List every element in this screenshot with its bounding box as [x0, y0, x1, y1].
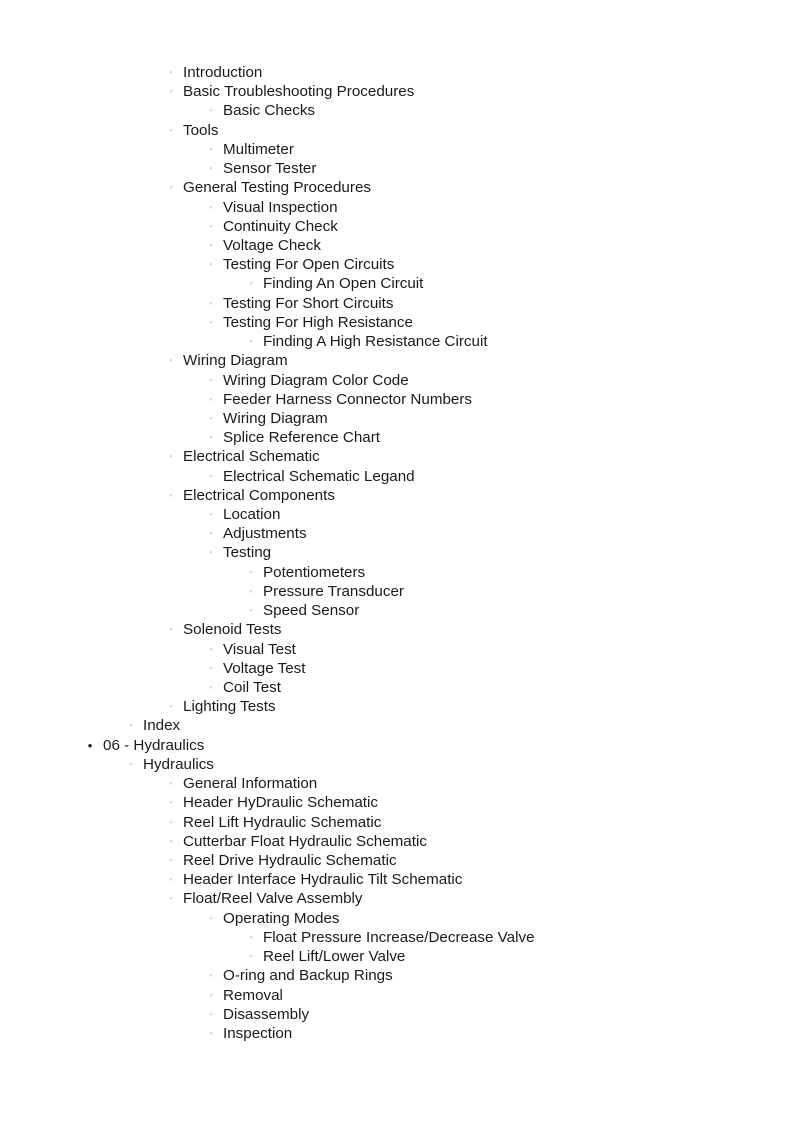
toc-item[interactable] — [0, 351, 794, 370]
toc-item[interactable] — [0, 313, 794, 332]
toc-item[interactable] — [0, 486, 794, 505]
toc-item-label: Index — [143, 717, 181, 735]
bullet-circle-icon: ◦ — [209, 143, 213, 154]
bullet-circle-icon: ◦ — [129, 720, 133, 731]
bullet-circle-icon: ◦ — [209, 239, 213, 250]
bullet-circle-icon: ◦ — [169, 701, 173, 712]
toc-item[interactable] — [0, 947, 794, 966]
bullet-circle-icon: ◦ — [209, 105, 213, 116]
toc-item-label: Reel Drive Hydraulic Schematic — [183, 851, 397, 869]
toc-item-label: Solenoid Tests — [183, 621, 282, 639]
toc-item-label: Splice Reference Chart — [223, 429, 381, 447]
bullet-circle-icon: ◦ — [209, 316, 213, 327]
toc-item-label: Inspection — [223, 1024, 293, 1042]
toc-item[interactable] — [0, 966, 794, 985]
toc-item[interactable] — [0, 428, 794, 447]
toc-item[interactable] — [0, 563, 794, 582]
toc-item[interactable] — [0, 1005, 794, 1024]
bullet-circle-icon: ◦ — [209, 470, 213, 481]
toc-item[interactable] — [0, 582, 794, 601]
toc-item[interactable] — [0, 274, 794, 293]
bullet-circle-icon: ◦ — [169, 67, 173, 77]
toc-item-label: Testing — [223, 544, 272, 562]
toc-item-label: Speed Sensor — [263, 602, 360, 620]
toc-item[interactable] — [0, 236, 794, 255]
toc-item[interactable] — [0, 82, 794, 101]
toc-item[interactable] — [0, 409, 794, 428]
toc-item[interactable] — [0, 505, 794, 524]
toc-item-label: Multimeter — [223, 140, 294, 158]
bullet-circle-icon: ◦ — [169, 489, 173, 500]
toc-item[interactable] — [0, 255, 794, 274]
toc-item-label: Reel Lift Hydraulic Schematic — [183, 813, 382, 831]
bullet-circle-icon: ◦ — [169, 624, 173, 635]
toc-item[interactable] — [0, 447, 794, 466]
bullet-circle-icon: ◦ — [209, 547, 213, 558]
toc-item-label: Pressure Transducer — [263, 582, 404, 600]
toc-item[interactable] — [0, 889, 794, 908]
bullet-circle-icon: ◦ — [249, 566, 253, 577]
toc-item[interactable] — [0, 870, 794, 889]
toc-item[interactable] — [0, 909, 794, 928]
bullet-circle-icon: ◦ — [249, 585, 253, 596]
bullet-circle-icon: ◦ — [129, 758, 133, 769]
bullet-circle-icon: ◦ — [209, 393, 213, 404]
bullet-circle-icon: ◦ — [209, 297, 213, 308]
toc-item[interactable] — [0, 101, 794, 120]
toc-item[interactable] — [0, 467, 794, 486]
toc-item[interactable] — [0, 640, 794, 659]
bullet-circle-icon: ◦ — [209, 643, 213, 654]
toc-item[interactable] — [0, 851, 794, 870]
toc-item-label: Removal — [223, 986, 283, 1004]
toc-item-label: Basic Troubleshooting Procedures — [183, 83, 415, 101]
toc-item[interactable] — [0, 793, 794, 812]
toc-item[interactable] — [0, 371, 794, 390]
toc-item-label: Cutterbar Float Hydraulic Schematic — [183, 832, 427, 850]
toc-item-label: Testing For Open Circuits — [223, 256, 395, 274]
toc-item[interactable] — [0, 620, 794, 639]
bullet-circle-icon: ◦ — [209, 412, 213, 423]
toc-item[interactable] — [0, 678, 794, 697]
toc-item[interactable] — [0, 121, 794, 140]
toc-item[interactable] — [0, 755, 794, 774]
toc-item-label: Voltage Check — [223, 236, 321, 254]
bullet-circle-icon: ◦ — [209, 374, 213, 385]
toc-item[interactable] — [0, 986, 794, 1005]
bullet-circle-icon: ◦ — [209, 989, 213, 1000]
bullet-circle-icon: ◦ — [209, 528, 213, 539]
toc-item-label: Finding An Open Circuit — [263, 275, 424, 293]
bullet-circle-icon: ◦ — [169, 451, 173, 462]
bullet-circle-icon: ◦ — [209, 163, 213, 174]
bullet-circle-icon: ◦ — [169, 182, 173, 193]
bullet-circle-icon: ◦ — [169, 816, 173, 827]
toc-item-label: Visual Inspection — [223, 198, 338, 216]
bullet-circle-icon: ◦ — [169, 854, 173, 865]
toc-item[interactable] — [0, 716, 794, 735]
toc-item-label: General Information — [183, 775, 318, 793]
toc-item[interactable] — [0, 159, 794, 178]
toc-item[interactable] — [0, 813, 794, 832]
toc-item-label: Testing For High Resistance — [223, 313, 413, 331]
bullet-circle-icon: ◦ — [209, 912, 213, 923]
toc-item[interactable] — [0, 928, 794, 947]
toc-item-label: Wiring Diagram — [223, 409, 328, 427]
bullet-circle-icon: ◦ — [209, 201, 213, 212]
toc-item[interactable] — [0, 332, 794, 351]
bullet-circle-icon: ◦ — [209, 1008, 213, 1019]
toc-item-label: Potentiometers — [263, 563, 366, 581]
toc-item[interactable] — [0, 140, 794, 159]
toc-item-label: Hydraulics — [143, 755, 214, 773]
toc-item-label: Operating Modes — [223, 909, 340, 927]
toc-item-label: Electrical Schematic — [183, 448, 320, 466]
toc-item-label: Float Pressure Increase/Decrease Valve — [263, 928, 535, 946]
toc-item-label: Header Interface Hydraulic Tilt Schematic — [183, 871, 463, 889]
bullet-circle-icon: ◦ — [169, 124, 173, 135]
toc-item-label: Basic Checks — [223, 102, 316, 120]
toc-item[interactable] — [0, 1024, 794, 1043]
bullet-circle-icon: ◦ — [249, 605, 253, 616]
toc-item[interactable] — [0, 601, 794, 620]
bullet-circle-icon: ◦ — [169, 893, 173, 904]
bullet-circle-icon: ◦ — [169, 778, 173, 789]
bullet-circle-icon: ◦ — [209, 1027, 213, 1038]
toc-item-label: 06 - Hydraulics — [103, 736, 205, 754]
toc-item[interactable] — [0, 736, 794, 755]
toc-item-label: Lighting Tests — [183, 698, 276, 716]
toc-item[interactable] — [0, 774, 794, 793]
bullet-circle-icon: ◦ — [209, 220, 213, 231]
bullet-circle-icon: ◦ — [169, 86, 173, 97]
toc-item-label: Float/Reel Valve Assembly — [183, 890, 363, 908]
bullet-circle-icon: ◦ — [169, 835, 173, 846]
toc-item-label: Visual Test — [223, 640, 296, 658]
toc-item-label: Feeder Harness Connector Numbers — [223, 390, 473, 408]
bullet-circle-icon: ◦ — [209, 682, 213, 692]
toc-item[interactable] — [0, 697, 794, 716]
toc-item-label: Finding A High Resistance Circuit — [263, 333, 488, 351]
toc-item[interactable] — [0, 543, 794, 562]
bullet-circle-icon: ◦ — [169, 797, 173, 808]
bullet-circle-icon: ◦ — [169, 355, 173, 366]
toc-item-label: Voltage Test — [223, 659, 306, 677]
bullet-circle-icon: ◦ — [249, 336, 253, 347]
toc-item-label: Wiring Diagram Color Code — [223, 371, 409, 389]
toc-item[interactable] — [0, 294, 794, 313]
toc-item-label: Electrical Schematic Legand — [223, 467, 415, 485]
bullet-circle-icon: ◦ — [249, 931, 253, 942]
toc-item-label: Header HyDraulic Schematic — [183, 794, 378, 812]
toc-item[interactable] — [0, 198, 794, 217]
toc-item[interactable] — [0, 178, 794, 197]
toc-item-label: Tools — [183, 121, 219, 139]
toc-item[interactable] — [0, 63, 794, 82]
toc-item-label: Testing For Short Circuits — [223, 294, 394, 312]
toc-item[interactable] — [0, 390, 794, 409]
toc-item-label: Introduction — [183, 64, 263, 81]
toc-item[interactable] — [0, 217, 794, 236]
toc-item[interactable] — [0, 659, 794, 678]
toc-item-label: Adjustments — [223, 525, 307, 543]
bullet-circle-icon: ◦ — [209, 970, 213, 981]
toc-item-label: Reel Lift/Lower Valve — [263, 948, 406, 966]
bullet-circle-icon: ◦ — [209, 509, 213, 520]
toc-item[interactable] — [0, 832, 794, 851]
bullet-circle-icon: ◦ — [169, 874, 173, 885]
toc-item[interactable] — [0, 524, 794, 543]
bullet-disc-icon: • — [87, 737, 93, 753]
toc-item-label: Continuity Check — [223, 217, 338, 235]
toc-list — [0, 63, 794, 1043]
toc-item-label: Coil Test — [223, 679, 281, 696]
toc-item-label: Wiring Diagram — [183, 352, 288, 370]
toc-item-label: Sensor Tester — [223, 160, 317, 178]
toc-item-label: General Testing Procedures — [183, 179, 371, 197]
bullet-circle-icon: ◦ — [209, 432, 213, 443]
toc-item-label: O-ring and Backup Rings — [223, 967, 393, 985]
bullet-circle-icon: ◦ — [209, 662, 213, 673]
bullet-circle-icon: ◦ — [209, 259, 213, 270]
toc-item-label: Electrical Components — [183, 486, 335, 504]
toc-item-label: Location — [223, 506, 281, 524]
bullet-circle-icon: ◦ — [249, 278, 253, 289]
toc-item-label: Disassembly — [223, 1005, 310, 1023]
bullet-circle-icon: ◦ — [249, 951, 253, 962]
